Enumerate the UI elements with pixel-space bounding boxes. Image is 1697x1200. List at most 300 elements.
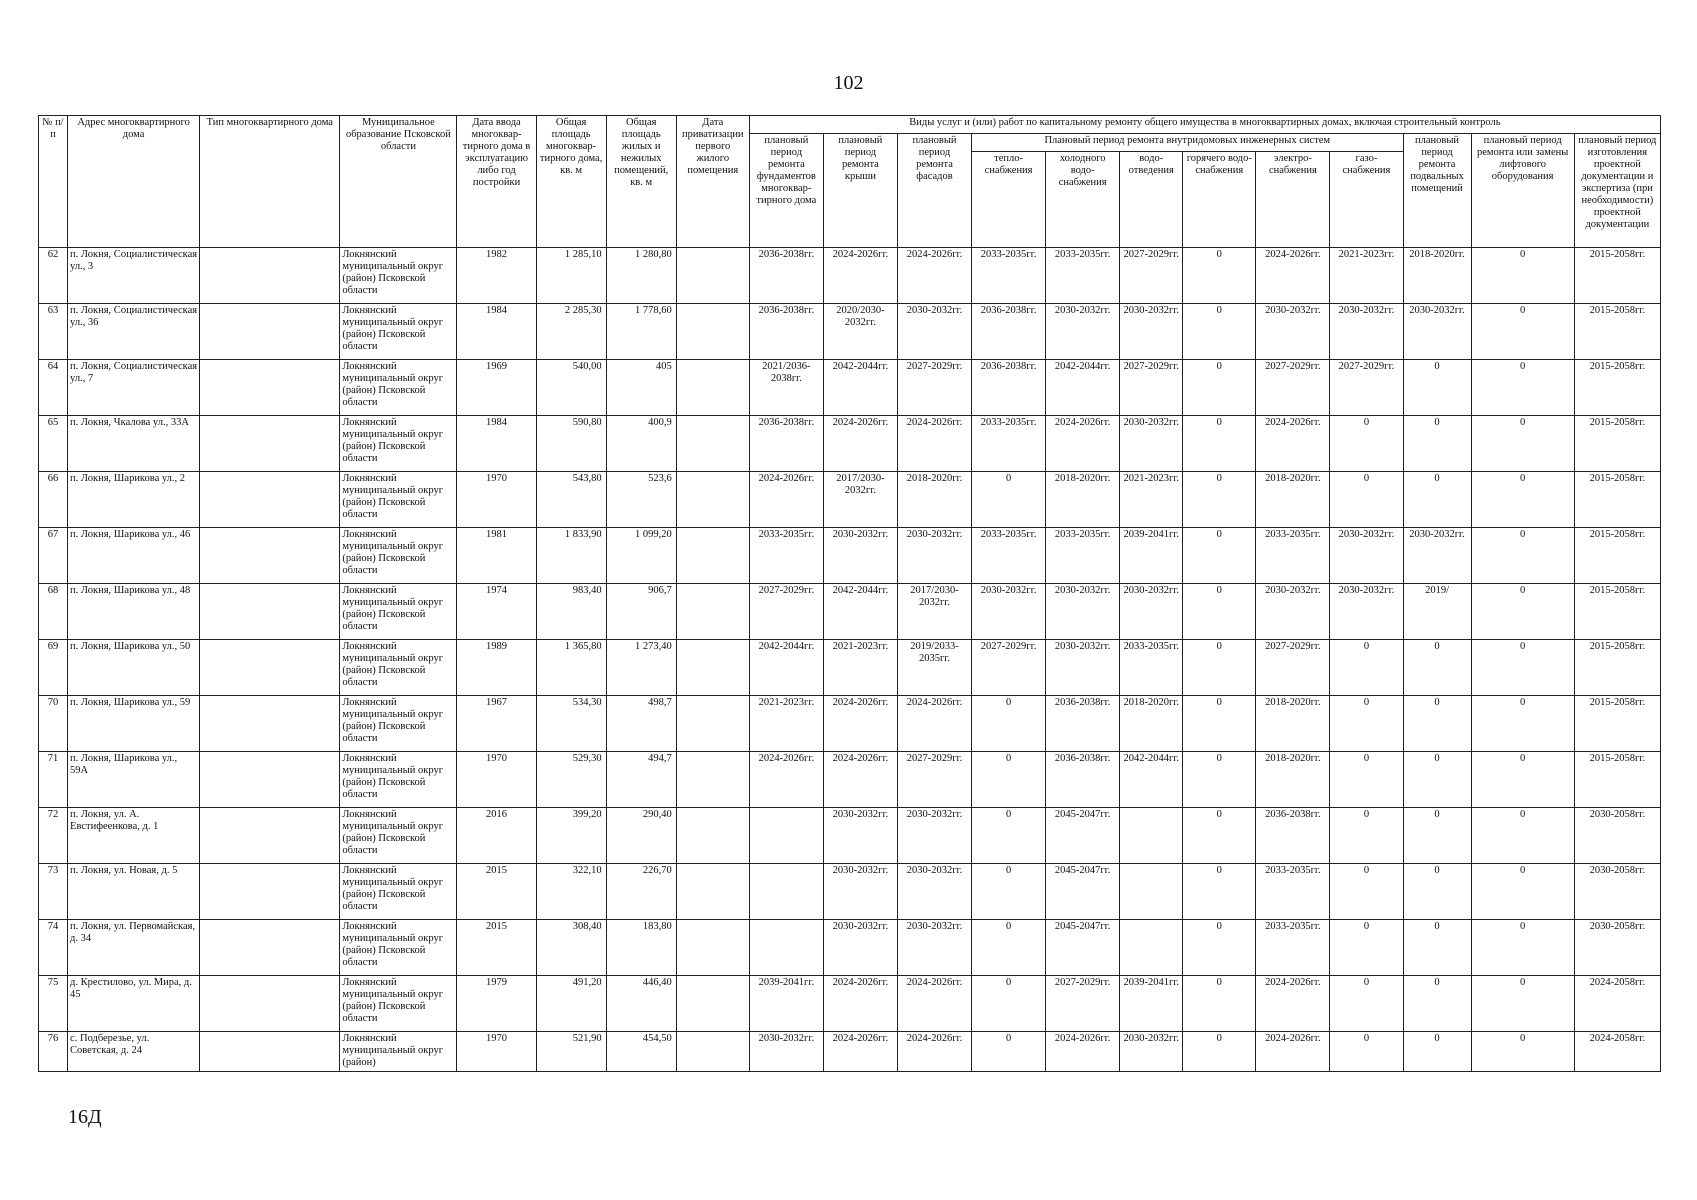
cell-address: п. Локня, ул. Первомайская, д. 34 — [68, 920, 200, 976]
cell-elevator: 0 — [1471, 472, 1574, 528]
cell-privatization — [676, 640, 749, 696]
cell-area-total: 534,30 — [536, 696, 606, 752]
cell-roof: 2021-2023гг. — [823, 640, 897, 696]
cell-elevator: 0 — [1471, 920, 1574, 976]
cell-area-total: 399,20 — [536, 808, 606, 864]
cell-elevator: 0 — [1471, 360, 1574, 416]
cell-cold-water: 2045-2047гг. — [1046, 920, 1120, 976]
cell-elevator: 0 — [1471, 248, 1574, 304]
cell-roof: 2024-2026гг. — [823, 976, 897, 1032]
cell-heat: 2030-2032гг. — [972, 584, 1046, 640]
cell-heat: 2033-2035гг. — [972, 528, 1046, 584]
cell-year: 1981 — [457, 528, 536, 584]
header-area-total: Общая площадь многоквар-тирного дома, кв. м — [536, 116, 606, 248]
cell-hot-water: 0 — [1183, 416, 1256, 472]
cell-basement: 2030-2032гг. — [1403, 528, 1471, 584]
cell-municipality: Локнянский муниципальный округ (район) — [340, 1032, 457, 1072]
cell-area-living: 446,40 — [606, 976, 676, 1032]
cell-area-living: 183,80 — [606, 920, 676, 976]
cell-num: 76 — [39, 1032, 68, 1072]
cell-basement: 0 — [1403, 920, 1471, 976]
cell-privatization — [676, 920, 749, 976]
table-row — [39, 416, 1661, 472]
cell-year: 1974 — [457, 584, 536, 640]
cell-elevator: 0 — [1471, 752, 1574, 808]
cell-design: 2024-2058гг. — [1574, 976, 1660, 1032]
cell-privatization — [676, 864, 749, 920]
cell-facade: 2027-2029гг. — [897, 360, 971, 416]
header-address: Адрес многоквартирного дома — [68, 116, 200, 248]
cell-year: 2016 — [457, 808, 536, 864]
cell-address: д. Крестилово, ул. Мира, д. 45 — [68, 976, 200, 1032]
cell-gas: 0 — [1330, 864, 1403, 920]
cell-cold-water: 2033-2035гг. — [1046, 248, 1120, 304]
cell-heat: 0 — [972, 920, 1046, 976]
table-row — [39, 584, 1661, 640]
table-row — [39, 696, 1661, 752]
cell-facade: 2024-2026гг. — [897, 696, 971, 752]
cell-hot-water: 0 — [1183, 864, 1256, 920]
header-basement: плановый период ремонта подвальных помещений — [1403, 134, 1471, 248]
cell-gas: 0 — [1330, 976, 1403, 1032]
header-facade: плановый период ремонта фасадов — [897, 134, 971, 248]
cell-design: 2015-2058гг. — [1574, 752, 1660, 808]
cell-gas: 0 — [1330, 920, 1403, 976]
cell-hot-water: 0 — [1183, 248, 1256, 304]
cell-elevator: 0 — [1471, 696, 1574, 752]
cell-type — [200, 584, 340, 640]
cell-type — [200, 248, 340, 304]
cell-num: 70 — [39, 696, 68, 752]
table-row — [39, 808, 1661, 864]
header-hot-water: горячего водо-снабжения — [1183, 152, 1256, 248]
cell-roof: 2042-2044гг. — [823, 360, 897, 416]
cell-hot-water: 0 — [1183, 752, 1256, 808]
cell-foundation: 2039-2041гг. — [749, 976, 823, 1032]
cell-address: п. Локня, Социалистическая ул., 7 — [68, 360, 200, 416]
cell-facade: 2030-2032гг. — [897, 304, 971, 360]
cell-year: 1969 — [457, 360, 536, 416]
cell-num: 74 — [39, 920, 68, 976]
cell-elevator: 0 — [1471, 640, 1574, 696]
cell-basement: 0 — [1403, 752, 1471, 808]
cell-hot-water: 0 — [1183, 920, 1256, 976]
cell-heat: 0 — [972, 864, 1046, 920]
cell-area-living: 1 778,60 — [606, 304, 676, 360]
cell-roof: 2024-2026гг. — [823, 248, 897, 304]
cell-elevator: 0 — [1471, 304, 1574, 360]
header-num: № п/п — [39, 116, 68, 248]
cell-gas: 0 — [1330, 808, 1403, 864]
cell-electric: 2018-2020гг. — [1256, 696, 1330, 752]
header-type: Тип многоквартирного дома — [200, 116, 340, 248]
cell-sewer: 2027-2029гг. — [1120, 360, 1183, 416]
cell-cold-water: 2036-2038гг. — [1046, 696, 1120, 752]
cell-hot-water: 0 — [1183, 528, 1256, 584]
cell-cold-water: 2045-2047гг. — [1046, 864, 1120, 920]
cell-type — [200, 864, 340, 920]
cell-basement: 0 — [1403, 640, 1471, 696]
cell-area-living: 454,50 — [606, 1032, 676, 1072]
cell-address: п. Локня, Шарикова ул., 48 — [68, 584, 200, 640]
cell-design: 2015-2058гг. — [1574, 528, 1660, 584]
cell-privatization — [676, 976, 749, 1032]
cell-address: п. Локня, Шарикова ул., 59 — [68, 696, 200, 752]
cell-electric: 2036-2038гг. — [1256, 808, 1330, 864]
cell-num: 71 — [39, 752, 68, 808]
cell-area-living: 494,7 — [606, 752, 676, 808]
cell-cold-water: 2030-2032гг. — [1046, 304, 1120, 360]
cell-electric: 2030-2032гг. — [1256, 304, 1330, 360]
cell-roof: 2024-2026гг. — [823, 752, 897, 808]
cell-year: 1970 — [457, 472, 536, 528]
cell-sewer: 2030-2032гг. — [1120, 1032, 1183, 1072]
cell-address: п. Локня, Социалистическая ул., 3 — [68, 248, 200, 304]
cell-cold-water: 2030-2032гг. — [1046, 640, 1120, 696]
cell-foundation — [749, 808, 823, 864]
cell-type — [200, 640, 340, 696]
cell-privatization — [676, 1032, 749, 1072]
cell-foundation: 2021/2036-2038гг. — [749, 360, 823, 416]
cell-address: п. Локня, Социалистическая ул., 36 — [68, 304, 200, 360]
cell-design: 2015-2058гг. — [1574, 640, 1660, 696]
cell-facade: 2027-2029гг. — [897, 752, 971, 808]
cell-elevator: 0 — [1471, 1032, 1574, 1072]
cell-gas: 2030-2032гг. — [1330, 584, 1403, 640]
cell-basement: 0 — [1403, 976, 1471, 1032]
cell-municipality: Локнянский муниципальный округ (район) Псковской области — [340, 360, 457, 416]
cell-privatization — [676, 304, 749, 360]
cell-type — [200, 416, 340, 472]
cell-basement: 2018-2020гг. — [1403, 248, 1471, 304]
cell-roof: 2024-2026гг. — [823, 1032, 897, 1072]
cell-heat: 0 — [972, 808, 1046, 864]
cell-municipality: Локнянский муниципальный округ (район) Псковской области — [340, 752, 457, 808]
cell-num: 65 — [39, 416, 68, 472]
cell-hot-water: 0 — [1183, 304, 1256, 360]
cell-basement: 0 — [1403, 864, 1471, 920]
cell-cold-water: 2018-2020гг. — [1046, 472, 1120, 528]
header-municipality: Муниципальное образование Псковской области — [340, 116, 457, 248]
cell-design: 2015-2058гг. — [1574, 304, 1660, 360]
cell-area-total: 543,80 — [536, 472, 606, 528]
cell-cold-water: 2024-2026гг. — [1046, 416, 1120, 472]
cell-sewer: 2021-2023гг. — [1120, 472, 1183, 528]
cell-hot-water: 0 — [1183, 360, 1256, 416]
cell-foundation: 2036-2038гг. — [749, 416, 823, 472]
cell-privatization — [676, 472, 749, 528]
cell-area-living: 400,9 — [606, 416, 676, 472]
cell-area-total: 2 285,30 — [536, 304, 606, 360]
cell-facade: 2024-2026гг. — [897, 1032, 971, 1072]
cell-basement: 0 — [1403, 1032, 1471, 1072]
cell-num: 68 — [39, 584, 68, 640]
cell-year: 1984 — [457, 304, 536, 360]
cell-area-living: 1 273,40 — [606, 640, 676, 696]
page-number: 102 — [833, 72, 864, 94]
header-elevator: плановый период ремонта или замены лифтового оборудования — [1471, 134, 1574, 248]
cell-gas: 0 — [1330, 696, 1403, 752]
header-electric: электро-снабжения — [1256, 152, 1330, 248]
cell-municipality: Локнянский муниципальный округ (район) Псковской области — [340, 248, 457, 304]
cell-municipality: Локнянский муниципальный округ (район) Псковской области — [340, 864, 457, 920]
cell-foundation: 2024-2026гг. — [749, 472, 823, 528]
cell-design: 2015-2058гг. — [1574, 360, 1660, 416]
cell-basement: 0 — [1403, 360, 1471, 416]
cell-municipality: Локнянский муниципальный округ (район) Псковской области — [340, 640, 457, 696]
cell-num: 72 — [39, 808, 68, 864]
cell-sewer: 2030-2032гг. — [1120, 304, 1183, 360]
cell-gas: 0 — [1330, 640, 1403, 696]
cell-hot-water: 0 — [1183, 640, 1256, 696]
cell-roof: 2030-2032гг. — [823, 920, 897, 976]
cell-type — [200, 976, 340, 1032]
cell-basement: 2030-2032гг. — [1403, 304, 1471, 360]
cell-num: 69 — [39, 640, 68, 696]
header-roof: плановый период ремонта крыши — [823, 134, 897, 248]
cell-basement: 2019/ — [1403, 584, 1471, 640]
cell-elevator: 0 — [1471, 528, 1574, 584]
cell-foundation — [749, 920, 823, 976]
cell-foundation: 2027-2029гг. — [749, 584, 823, 640]
cell-num: 63 — [39, 304, 68, 360]
cell-elevator: 0 — [1471, 584, 1574, 640]
cell-cold-water: 2045-2047гг. — [1046, 808, 1120, 864]
cell-municipality: Локнянский муниципальный округ (район) Псковской области — [340, 584, 457, 640]
table-row — [39, 920, 1661, 976]
cell-type — [200, 920, 340, 976]
table-row — [39, 528, 1661, 584]
cell-electric: 2018-2020гг. — [1256, 752, 1330, 808]
table-row — [39, 640, 1661, 696]
cell-area-total: 529,30 — [536, 752, 606, 808]
cell-heat: 2033-2035гг. — [972, 416, 1046, 472]
cell-gas: 2030-2032гг. — [1330, 528, 1403, 584]
cell-type — [200, 472, 340, 528]
cell-cold-water: 2036-2038гг. — [1046, 752, 1120, 808]
cell-municipality: Локнянский муниципальный округ (район) Псковской области — [340, 416, 457, 472]
cell-type — [200, 528, 340, 584]
cell-cold-water: 2027-2029гг. — [1046, 976, 1120, 1032]
cell-sewer: 2018-2020гг. — [1120, 696, 1183, 752]
cell-hot-water: 0 — [1183, 472, 1256, 528]
cell-foundation: 2042-2044гг. — [749, 640, 823, 696]
cell-cold-water: 2030-2032гг. — [1046, 584, 1120, 640]
table-body — [39, 248, 1661, 1072]
cell-municipality: Локнянский муниципальный округ (район) Псковской области — [340, 304, 457, 360]
cell-year: 1984 — [457, 416, 536, 472]
cell-address: п. Локня, ул. А. Евстифеенкова, д. 1 — [68, 808, 200, 864]
cell-type — [200, 1032, 340, 1072]
footer-code: 16Д — [68, 1106, 102, 1128]
header-privatization: Дата приватизации первого жилого помещения — [676, 116, 749, 248]
cell-design: 2024-2058гг. — [1574, 1032, 1660, 1072]
cell-gas: 0 — [1330, 1032, 1403, 1072]
cell-hot-water: 0 — [1183, 1032, 1256, 1072]
cell-sewer — [1120, 920, 1183, 976]
cell-roof: 2024-2026гг. — [823, 696, 897, 752]
cell-basement: 0 — [1403, 808, 1471, 864]
header-design: плановый период изготовления проектной документации и экспертиза (при необходимости) проектной документации — [1574, 134, 1660, 248]
cell-address: п. Локня, Шарикова ул., 59А — [68, 752, 200, 808]
cell-area-living: 405 — [606, 360, 676, 416]
cell-gas: 2027-2029гг. — [1330, 360, 1403, 416]
cell-facade: 2030-2032гг. — [897, 864, 971, 920]
cell-area-living: 1 280,80 — [606, 248, 676, 304]
cell-area-total: 540,00 — [536, 360, 606, 416]
cell-address: п. Локня, ул. Новая, д. 5 — [68, 864, 200, 920]
header-heat: тепло-снабжения — [972, 152, 1046, 248]
cell-year: 1979 — [457, 976, 536, 1032]
cell-roof: 2017/2030-2032гг. — [823, 472, 897, 528]
cell-facade: 2019/2033-2035гг. — [897, 640, 971, 696]
cell-facade: 2024-2026гг. — [897, 416, 971, 472]
table-row — [39, 472, 1661, 528]
cell-num: 67 — [39, 528, 68, 584]
cell-area-total: 1 285,10 — [536, 248, 606, 304]
cell-municipality: Локнянский муниципальный округ (район) Псковской области — [340, 808, 457, 864]
cell-design: 2015-2058гг. — [1574, 696, 1660, 752]
cell-sewer — [1120, 864, 1183, 920]
cell-area-total: 491,20 — [536, 976, 606, 1032]
cell-year: 1970 — [457, 752, 536, 808]
cell-facade: 2030-2032гг. — [897, 808, 971, 864]
cell-foundation: 2030-2032гг. — [749, 1032, 823, 1072]
cell-num: 62 — [39, 248, 68, 304]
cell-year: 2015 — [457, 864, 536, 920]
table-row — [39, 304, 1661, 360]
table-row — [39, 1032, 1661, 1072]
cell-type — [200, 696, 340, 752]
table-row — [39, 248, 1661, 304]
cell-heat: 0 — [972, 1032, 1046, 1072]
cell-year: 1989 — [457, 640, 536, 696]
cell-sewer: 2039-2041гг. — [1120, 528, 1183, 584]
cell-privatization — [676, 416, 749, 472]
header-foundation: плановый период ремонта фундаментов многоквар-тирного дома — [749, 134, 823, 248]
cell-privatization — [676, 528, 749, 584]
header-works-group: Виды услуг и (или) работ по капитальному ремонту общего имущества в многоквартирных домах, включая строительный контроль — [749, 116, 1660, 134]
cell-foundation: 2024-2026гг. — [749, 752, 823, 808]
cell-year: 1967 — [457, 696, 536, 752]
cell-municipality: Локнянский муниципальный округ (район) Псковской области — [340, 976, 457, 1032]
cell-sewer: 2030-2032гг. — [1120, 584, 1183, 640]
cell-area-total: 322,10 — [536, 864, 606, 920]
cell-foundation: 2036-2038гг. — [749, 248, 823, 304]
cell-heat: 0 — [972, 976, 1046, 1032]
cell-electric: 2027-2029гг. — [1256, 640, 1330, 696]
cell-heat: 0 — [972, 696, 1046, 752]
cell-area-total: 983,40 — [536, 584, 606, 640]
cell-address: п. Локня, Шарикова ул., 50 — [68, 640, 200, 696]
cell-num: 75 — [39, 976, 68, 1032]
cell-heat: 0 — [972, 472, 1046, 528]
cell-facade: 2030-2032гг. — [897, 920, 971, 976]
cell-cold-water: 2033-2035гг. — [1046, 528, 1120, 584]
cell-hot-water: 0 — [1183, 976, 1256, 1032]
cell-roof: 2020/2030-2032гг. — [823, 304, 897, 360]
cell-design: 2030-2058гг. — [1574, 808, 1660, 864]
cell-electric: 2033-2035гг. — [1256, 528, 1330, 584]
cell-elevator: 0 — [1471, 864, 1574, 920]
cell-type — [200, 360, 340, 416]
cell-electric: 2024-2026гг. — [1256, 1032, 1330, 1072]
cell-address: п. Локня, Шарикова ул., 46 — [68, 528, 200, 584]
cell-num: 64 — [39, 360, 68, 416]
cell-cold-water: 2024-2026гг. — [1046, 1032, 1120, 1072]
cell-municipality: Локнянский муниципальный округ (район) Псковской области — [340, 920, 457, 976]
cell-foundation — [749, 864, 823, 920]
cell-address: п. Локня, Шарикова ул., 2 — [68, 472, 200, 528]
cell-basement: 0 — [1403, 472, 1471, 528]
table-row — [39, 360, 1661, 416]
cell-roof: 2024-2026гг. — [823, 416, 897, 472]
cell-gas: 2030-2032гг. — [1330, 304, 1403, 360]
header-year: Дата ввода многоквар-тирного дома в эксплуатацию либо год постройки — [457, 116, 536, 248]
cell-year: 1970 — [457, 1032, 536, 1072]
cell-type — [200, 808, 340, 864]
cell-area-living: 523,6 — [606, 472, 676, 528]
cell-hot-water: 0 — [1183, 808, 1256, 864]
cell-foundation: 2033-2035гг. — [749, 528, 823, 584]
cell-municipality: Локнянский муниципальный округ (район) Псковской области — [340, 472, 457, 528]
table-row — [39, 976, 1661, 1032]
cell-electric: 2024-2026гг. — [1256, 416, 1330, 472]
cell-basement: 0 — [1403, 416, 1471, 472]
cell-electric: 2033-2035гг. — [1256, 864, 1330, 920]
cell-design: 2015-2058гг. — [1574, 584, 1660, 640]
cell-heat: 2036-2038гг. — [972, 360, 1046, 416]
cell-gas: 0 — [1330, 416, 1403, 472]
cell-design: 2015-2058гг. — [1574, 416, 1660, 472]
cell-foundation: 2036-2038гг. — [749, 304, 823, 360]
header-cold-water: холодного водо-снабжения — [1046, 152, 1120, 248]
cell-area-total: 1 833,90 — [536, 528, 606, 584]
cell-municipality: Локнянский муниципальный округ (район) Псковской области — [340, 528, 457, 584]
cell-design: 2030-2058гг. — [1574, 920, 1660, 976]
cell-electric: 2024-2026гг. — [1256, 248, 1330, 304]
cell-area-living: 906,7 — [606, 584, 676, 640]
cell-gas: 2021-2023гг. — [1330, 248, 1403, 304]
cell-elevator: 0 — [1471, 808, 1574, 864]
cell-electric: 2018-2020гг. — [1256, 472, 1330, 528]
cell-roof: 2030-2032гг. — [823, 808, 897, 864]
cell-roof: 2042-2044гг. — [823, 584, 897, 640]
cell-roof: 2030-2032гг. — [823, 864, 897, 920]
cell-area-total: 521,90 — [536, 1032, 606, 1072]
cell-electric: 2024-2026гг. — [1256, 976, 1330, 1032]
cell-address: п. Локня, Чкалова ул., 33А — [68, 416, 200, 472]
cell-type — [200, 304, 340, 360]
cell-area-total: 1 365,80 — [536, 640, 606, 696]
table-row — [39, 752, 1661, 808]
capital-repair-table — [38, 115, 1661, 1072]
cell-area-living: 290,40 — [606, 808, 676, 864]
cell-heat: 0 — [972, 752, 1046, 808]
cell-hot-water: 0 — [1183, 696, 1256, 752]
cell-sewer — [1120, 808, 1183, 864]
cell-sewer: 2039-2041гг. — [1120, 976, 1183, 1032]
header-area-living: Общая площадь жилых и нежилых помещений, кв. м — [606, 116, 676, 248]
cell-area-total: 308,40 — [536, 920, 606, 976]
header-engineering-group: Плановый период ремонта внутридомовых инженерных систем — [972, 134, 1403, 152]
cell-roof: 2030-2032гг. — [823, 528, 897, 584]
header-sewer: водо-отведения — [1120, 152, 1183, 248]
cell-year: 2015 — [457, 920, 536, 976]
cell-design: 2030-2058гг. — [1574, 864, 1660, 920]
cell-num: 73 — [39, 864, 68, 920]
cell-sewer: 2042-2044гг. — [1120, 752, 1183, 808]
